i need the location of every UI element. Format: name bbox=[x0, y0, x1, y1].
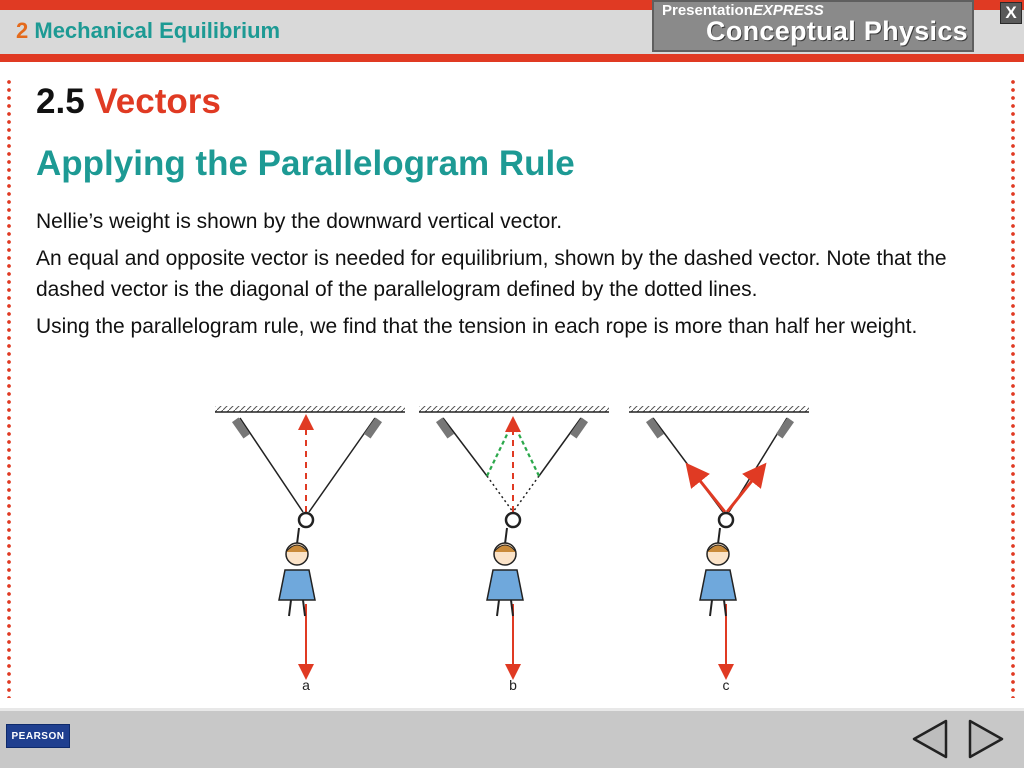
header-red-bottom-stripe bbox=[0, 54, 1024, 62]
right-triangle-arrow-icon bbox=[970, 721, 1002, 757]
nellie-c bbox=[700, 528, 736, 616]
ceiling-c bbox=[629, 406, 809, 412]
ceiling-a bbox=[215, 406, 405, 412]
slide-title: Applying the Parallelogram Rule bbox=[36, 144, 575, 183]
left-dotted-border bbox=[6, 78, 12, 698]
right-dotted-border bbox=[1010, 78, 1016, 698]
body-text bbox=[36, 206, 986, 348]
brand-logo bbox=[652, 0, 974, 52]
label-b: b bbox=[509, 677, 517, 693]
next-slide-button[interactable] bbox=[966, 718, 1006, 760]
previous-slide-button[interactable] bbox=[910, 718, 950, 760]
section-number: 2.5 bbox=[36, 82, 85, 121]
brand-conceptual-physics: Conceptual Physics bbox=[706, 16, 968, 46]
nellie-b bbox=[487, 528, 523, 616]
rope-right-a bbox=[309, 418, 375, 512]
pearson-logo: PEARSON bbox=[6, 724, 70, 748]
dotted-line-left-b bbox=[487, 476, 513, 512]
chapter-name: Mechanical Equilibrium bbox=[34, 18, 281, 43]
ring-b bbox=[506, 513, 520, 527]
chapter-title bbox=[16, 18, 280, 44]
section-topic: Vectors bbox=[94, 82, 221, 121]
paragraph-2: An equal and opposite vector is needed for equilibrium, shown by the dashed vector. Note that the dashed vector is the diagonal of the parallelogram defined by the dotted lines. bbox=[36, 247, 947, 301]
parallelogram-figure bbox=[205, 404, 815, 704]
paragraph-1: Nellie’s weight is shown by the downward vertical vector. bbox=[36, 210, 563, 233]
close-button[interactable]: X bbox=[1000, 2, 1022, 24]
label-c: c bbox=[722, 677, 730, 693]
panel-a bbox=[215, 406, 405, 693]
rope-left-a bbox=[240, 418, 303, 512]
chapter-number: 2 bbox=[16, 18, 29, 43]
green-dotted-right-b bbox=[513, 422, 539, 476]
panel-b bbox=[419, 406, 609, 693]
green-dotted-left-b bbox=[487, 422, 513, 476]
footer-bar bbox=[0, 708, 1024, 768]
left-triangle-arrow-icon bbox=[914, 721, 946, 757]
brand-suffix: EXPRESS bbox=[752, 2, 824, 19]
panel-c bbox=[629, 406, 809, 693]
tension-vector-left-c bbox=[693, 472, 725, 512]
paragraph-3: Using the parallelogram rule, we find that the tension in each rope is more than half her weight. bbox=[36, 315, 918, 338]
nellie-a bbox=[279, 528, 315, 616]
brand-prefix: Presentation bbox=[662, 2, 753, 19]
ring-a bbox=[299, 513, 313, 527]
tension-vector-right-c bbox=[727, 472, 759, 512]
section-heading bbox=[36, 82, 221, 122]
label-a: a bbox=[302, 677, 310, 693]
ring-c bbox=[719, 513, 733, 527]
ceiling-b bbox=[419, 406, 609, 412]
dotted-line-right-b bbox=[513, 476, 539, 512]
header-bar bbox=[0, 0, 1024, 64]
